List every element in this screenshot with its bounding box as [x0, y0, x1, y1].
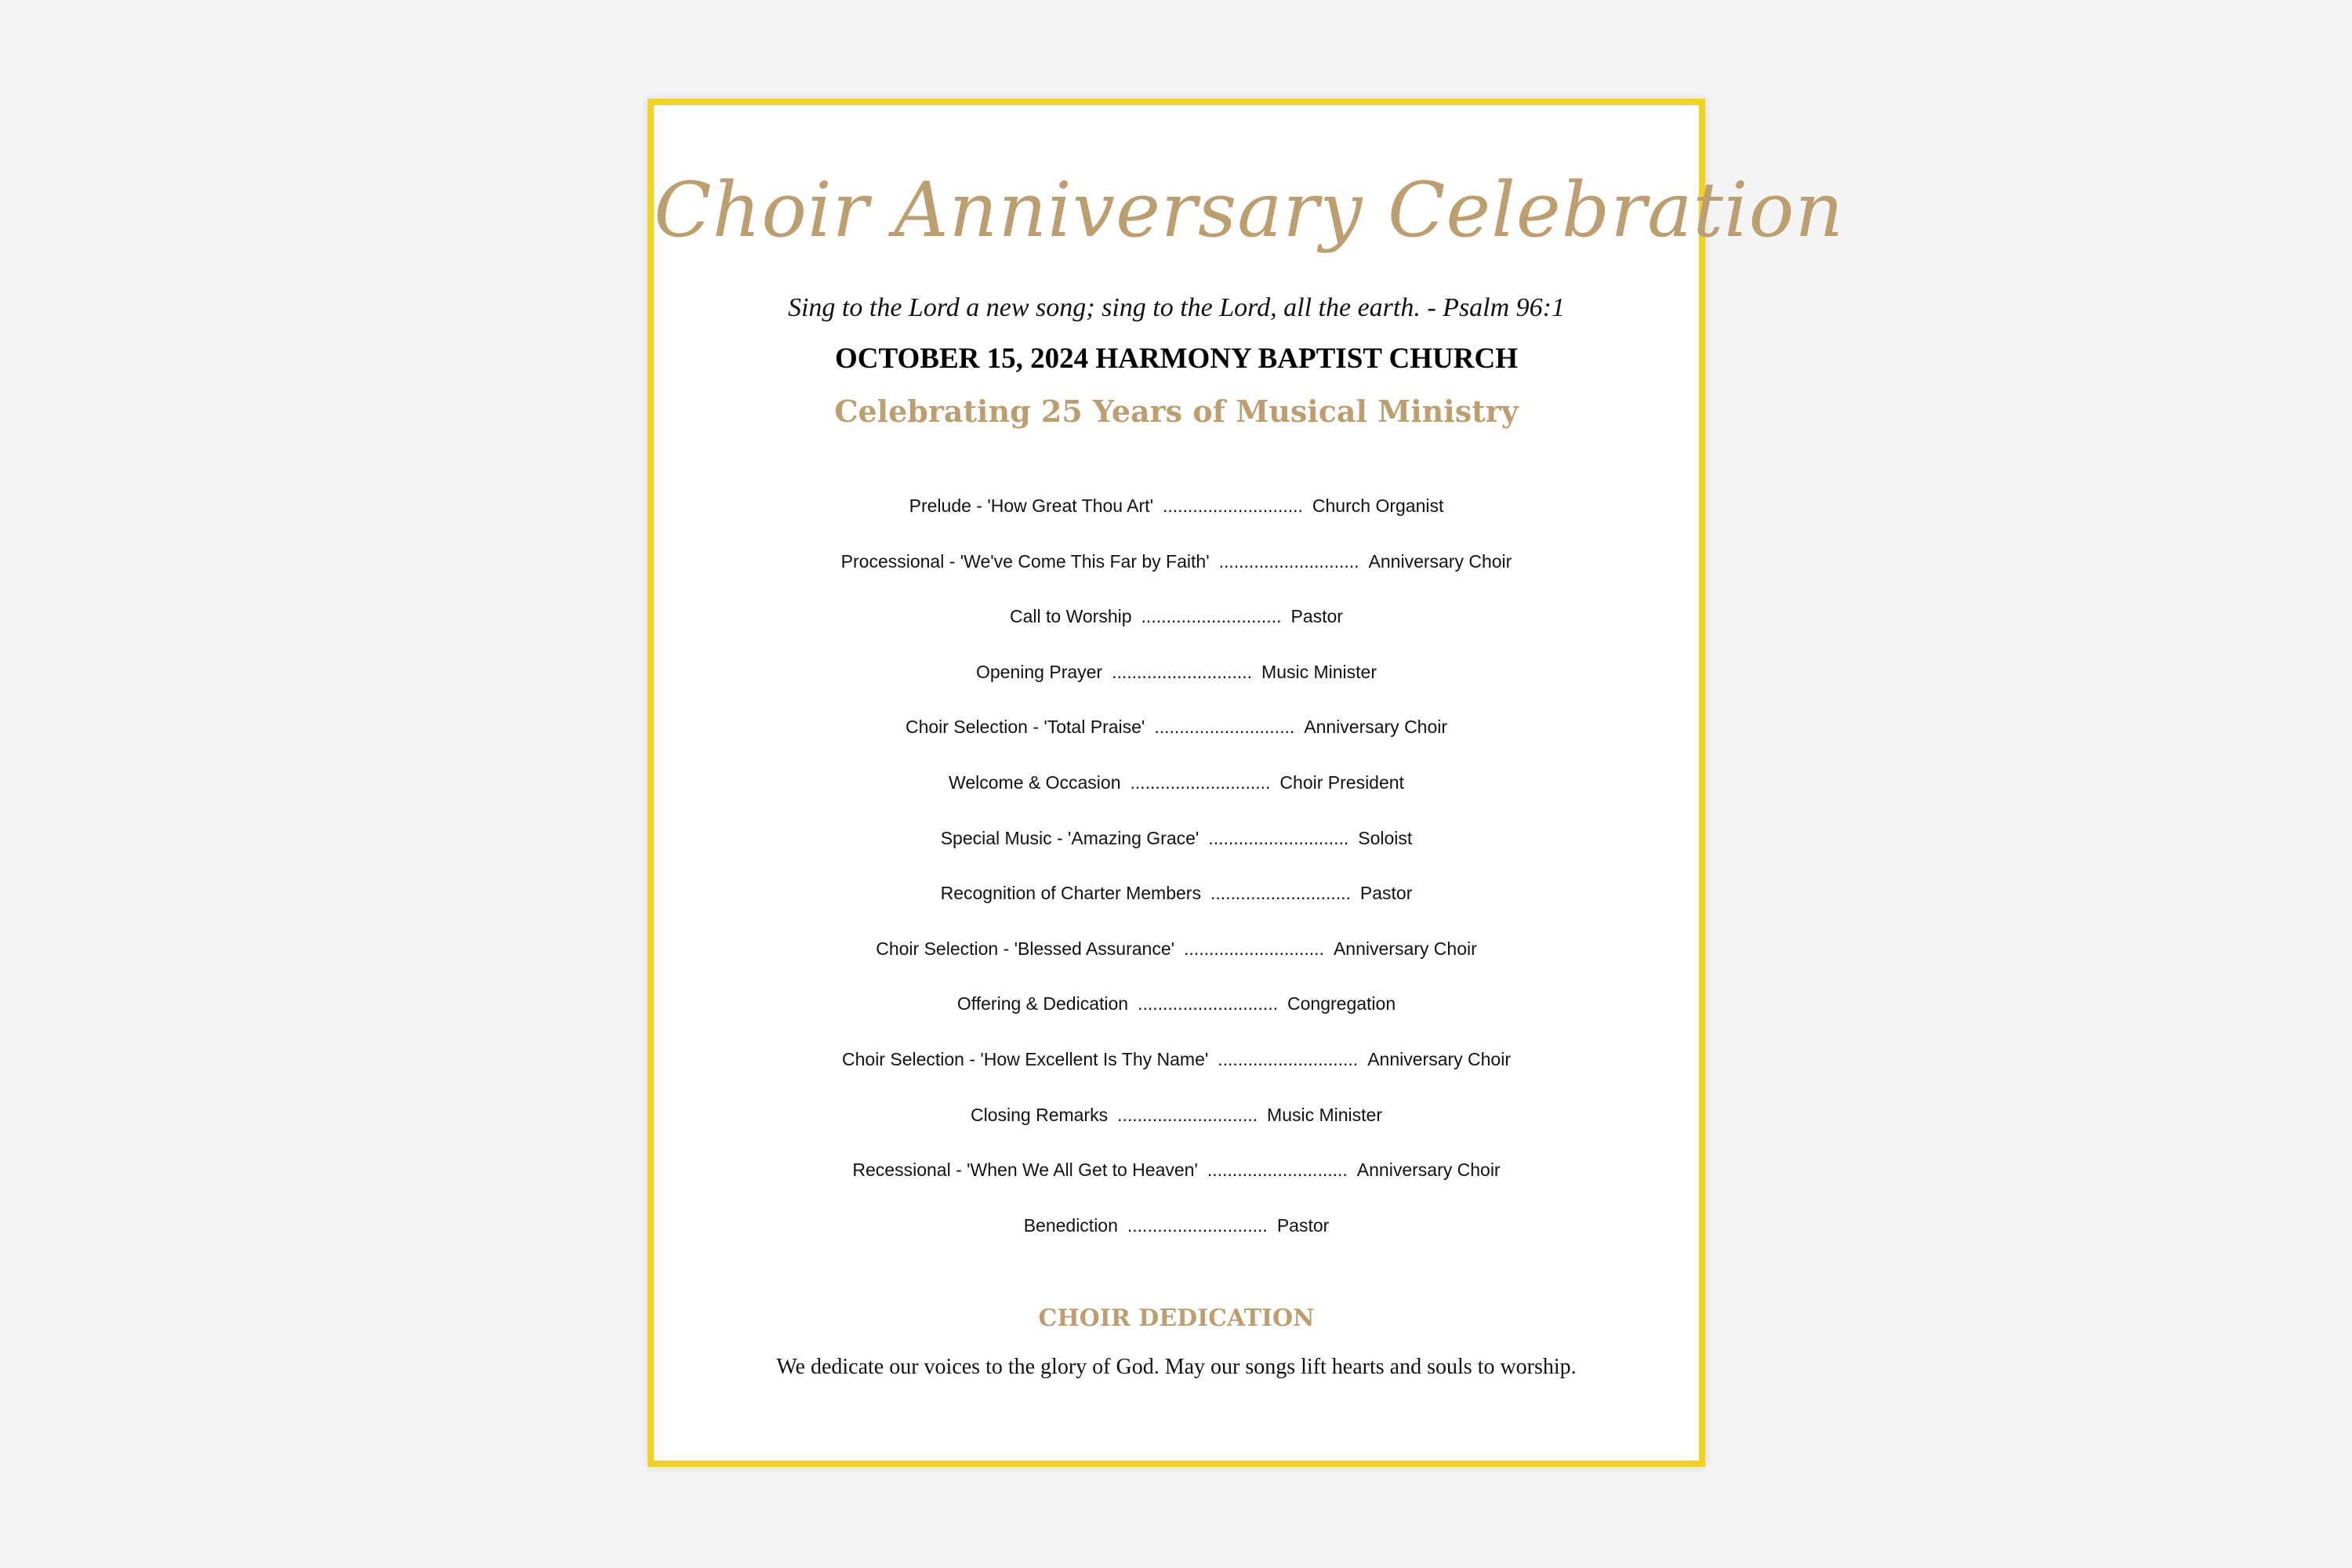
program-event: Prelude - 'How Great Thou Art'	[909, 495, 1153, 516]
program-item	[654, 1215, 1699, 1271]
program-item	[654, 717, 1699, 772]
dot-leader: ............................	[1138, 993, 1279, 1014]
program-person: Pastor	[1359, 883, 1413, 904]
subtitle: Celebrating 25 Years of Musical Ministry	[834, 394, 1519, 429]
dot-leader: ............................	[1130, 771, 1271, 793]
dot-leader: ............................	[1218, 550, 1359, 572]
program-item	[654, 551, 1699, 607]
program-person: Anniversary Choir	[1368, 550, 1512, 572]
dot-leader: ............................	[1112, 661, 1253, 682]
program-item	[654, 772, 1699, 828]
program-event: Recognition of Charter Members	[940, 883, 1201, 904]
program-person: Pastor	[1290, 606, 1343, 627]
dot-leader: ............................	[1218, 1048, 1359, 1069]
dedication-text: We dedicate our voices to the glory of God. May our songs lift hearts and souls to worship.	[776, 1355, 1577, 1379]
program-event: Opening Prayer	[976, 661, 1103, 682]
program-item	[654, 938, 1699, 994]
program-person: Anniversary Choir	[1333, 938, 1477, 959]
program-event: Recessional - 'When We All Get to Heaven'	[852, 1160, 1198, 1181]
program-event: Welcome & Occasion	[949, 771, 1121, 793]
program-item	[654, 1049, 1699, 1105]
program-item	[654, 495, 1699, 551]
program-event: Benediction	[1023, 1214, 1118, 1236]
page-title: Choir Anniversary Celebration	[654, 166, 1845, 254]
program-event: Closing Remarks	[970, 1104, 1109, 1125]
program-event: Processional - 'We've Come This Far by Faith'	[840, 550, 1210, 572]
program-person: Music Minister	[1261, 661, 1377, 682]
program-person: Anniversary Choir	[1367, 1048, 1511, 1069]
program-person: Anniversary Choir	[1356, 1160, 1501, 1181]
program-event: Special Music - 'Amazing Grace'	[940, 827, 1200, 848]
program-person: Soloist	[1358, 827, 1413, 848]
dot-leader: ............................	[1207, 1160, 1348, 1181]
program-item	[654, 606, 1699, 662]
program-person: Pastor	[1276, 1214, 1330, 1236]
program-person: Church Organist	[1312, 495, 1444, 516]
program-item	[654, 662, 1699, 717]
program-item	[654, 993, 1699, 1049]
dot-leader: ............................	[1117, 1104, 1258, 1125]
program-event: Choir Selection - 'Total Praise'	[905, 717, 1145, 738]
scripture-quote: Sing to the Lord a new song; sing to the Lord, all the earth. - Psalm 96:1	[787, 293, 1565, 322]
program-page	[648, 99, 1845, 1467]
program-event: Offering & Dedication	[956, 993, 1129, 1014]
program-item	[654, 828, 1699, 884]
dot-leader: ............................	[1154, 717, 1295, 738]
dot-leader: ............................	[1162, 495, 1303, 516]
program-item	[654, 883, 1699, 938]
date-venue: OCTOBER 15, 2024 HARMONY BAPTIST CHURCH	[835, 343, 1518, 375]
dot-leader: ............................	[1141, 606, 1282, 627]
program-list	[654, 495, 1699, 1270]
dot-leader: ............................	[1127, 1214, 1268, 1236]
program-item	[654, 1160, 1699, 1215]
program-event: Choir Selection - 'Blessed Assurance'	[876, 938, 1175, 959]
program-item	[654, 1105, 1699, 1160]
program-event: Call to Worship	[1010, 606, 1132, 627]
dedication-heading: CHOIR DEDICATION	[1038, 1305, 1315, 1332]
dot-leader: ............................	[1210, 883, 1351, 904]
program-person: Music Minister	[1267, 1104, 1382, 1125]
program-event: Choir Selection - 'How Excellent Is Thy Name'	[842, 1048, 1209, 1069]
program-person: Congregation	[1287, 993, 1396, 1014]
program-person: Choir President	[1279, 771, 1404, 793]
program-person: Anniversary Choir	[1304, 717, 1448, 738]
dot-leader: ............................	[1184, 938, 1324, 959]
dot-leader: ............................	[1208, 827, 1349, 848]
